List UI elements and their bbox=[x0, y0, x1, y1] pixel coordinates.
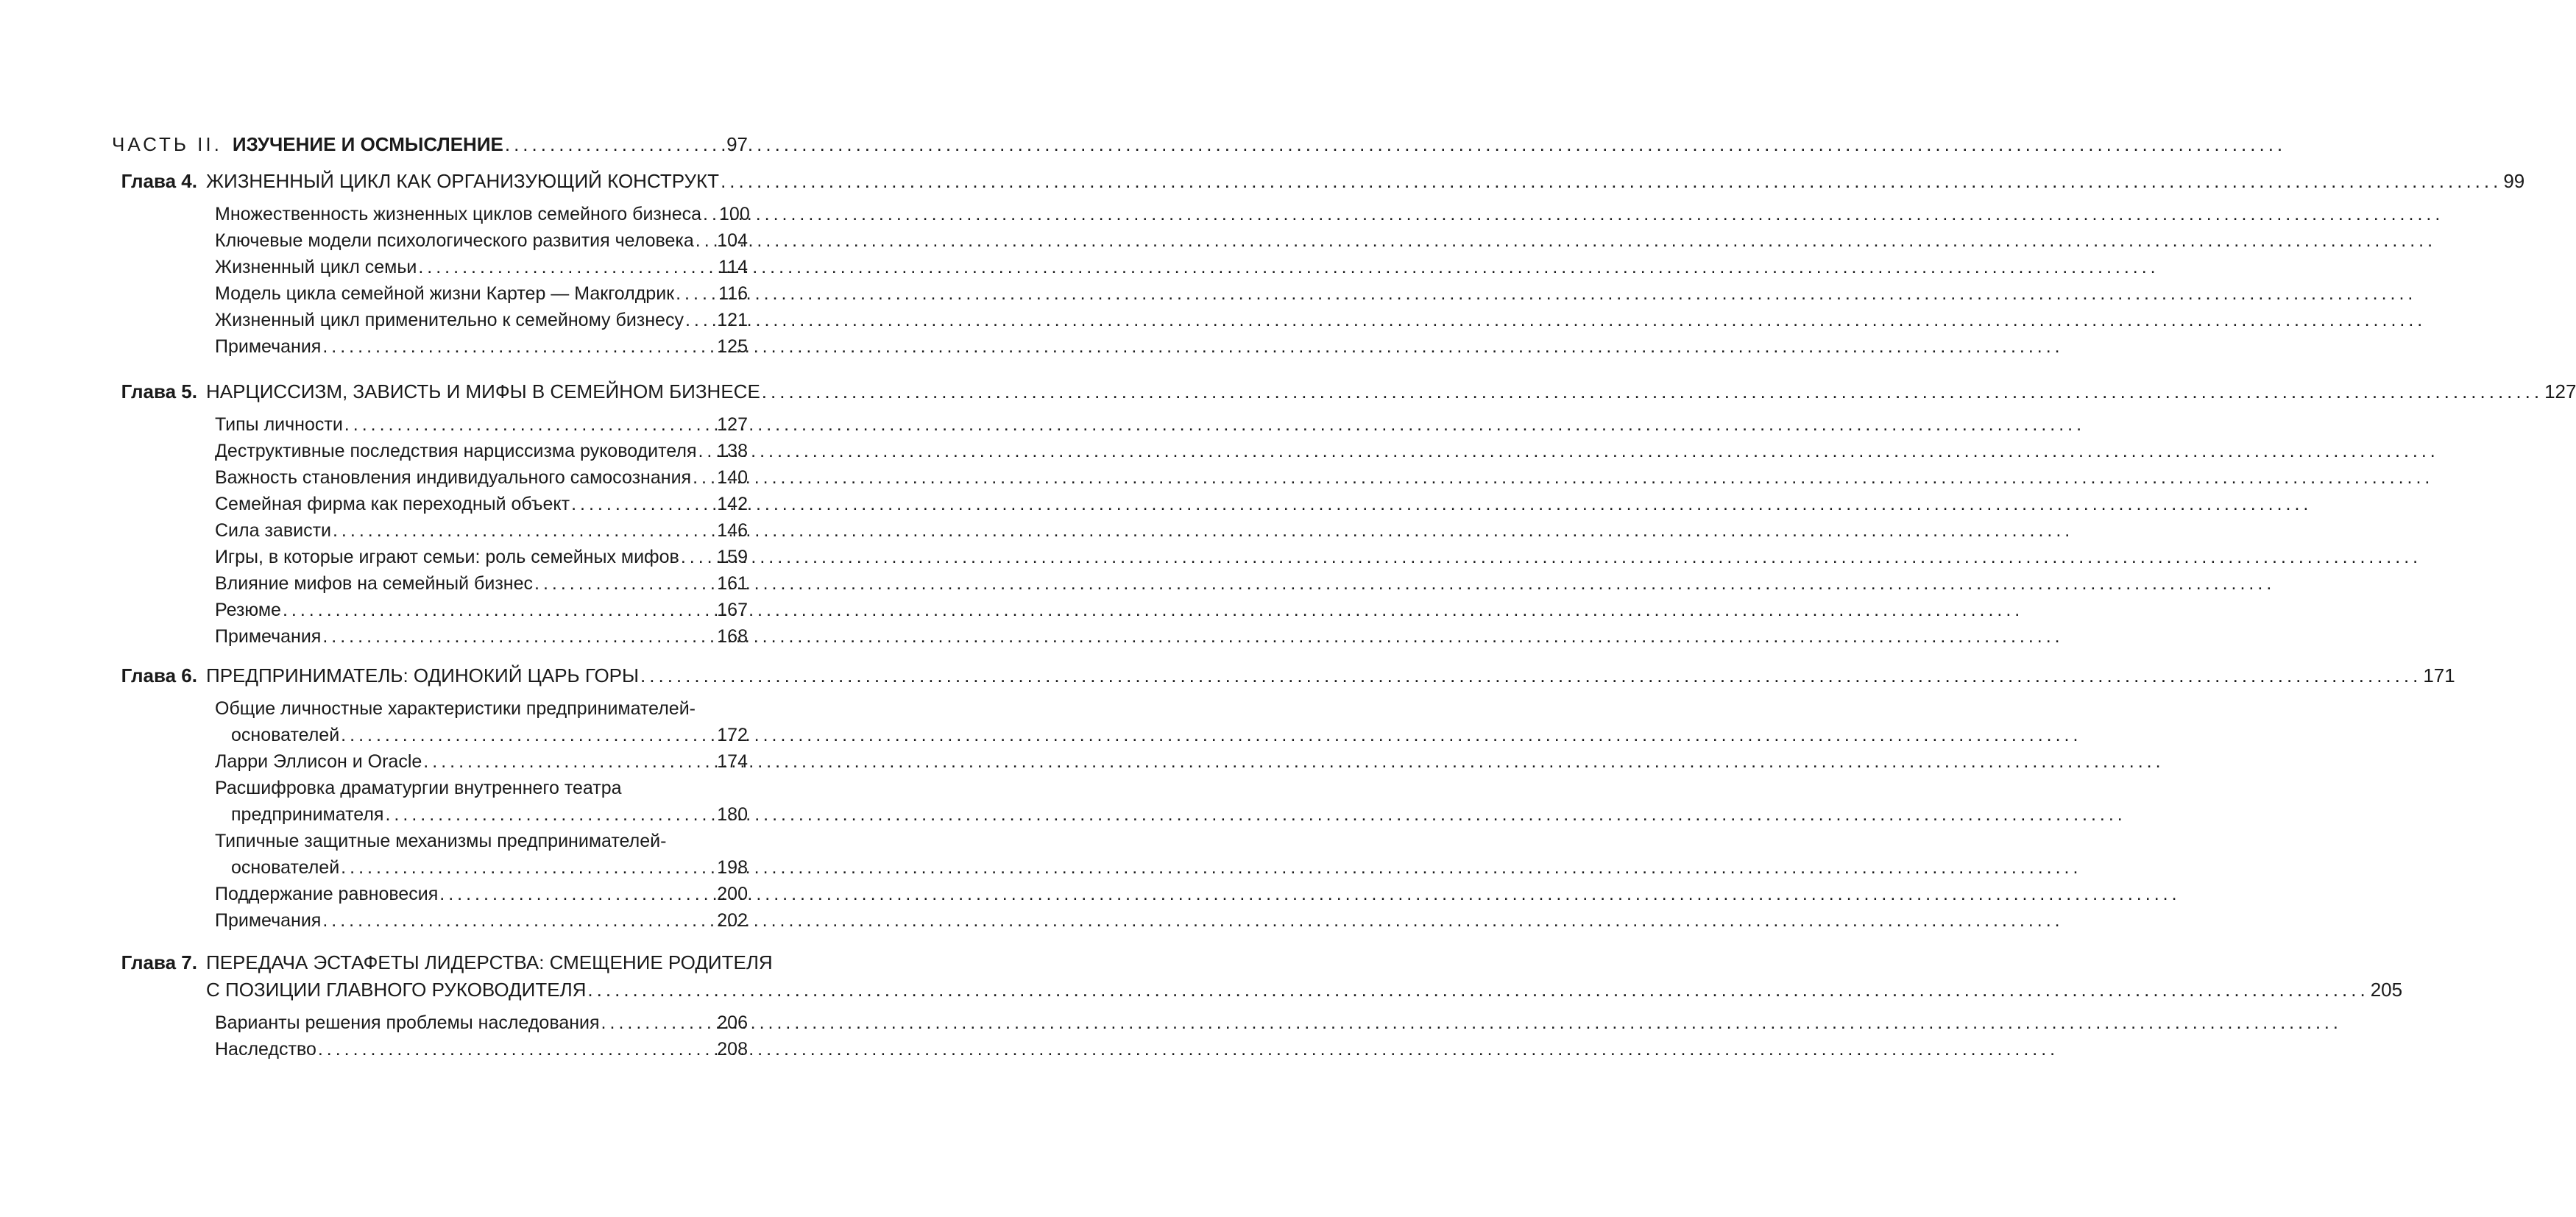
leader-dots bbox=[418, 254, 717, 280]
leader-dots bbox=[696, 227, 716, 254]
leader-dots bbox=[385, 801, 715, 828]
page-number: 142 bbox=[717, 494, 748, 514]
chapter bbox=[112, 662, 2455, 934]
page-number: 161 bbox=[717, 573, 748, 594]
section-list bbox=[215, 695, 748, 934]
leader-dots bbox=[693, 464, 715, 491]
leader-dots bbox=[283, 597, 715, 623]
page-number: 125 bbox=[717, 336, 748, 357]
toc-entry-title: Жизненный цикл семьи bbox=[215, 257, 417, 277]
toc-entry-title: Жизненный цикл применительно к семейному бизнесу bbox=[215, 310, 684, 330]
chapter-title bbox=[206, 949, 2402, 1004]
toc-entry-title: Множественность жизненных циклов семейного бизнеса bbox=[215, 204, 702, 224]
toc-entry bbox=[215, 748, 748, 775]
page-number: 127 bbox=[2544, 380, 2576, 402]
section-list bbox=[215, 1010, 748, 1062]
page-number: 146 bbox=[717, 520, 748, 541]
page-number: 202 bbox=[717, 910, 748, 931]
toc-entry-title: Примечания bbox=[215, 336, 322, 357]
toc-entry-title: Варианты решения проблемы наследования bbox=[215, 1012, 600, 1033]
toc-entry-title: основателей bbox=[231, 725, 340, 745]
toc-entry bbox=[215, 464, 748, 491]
toc-entry-title: основателей bbox=[231, 857, 340, 878]
page-number: 208 bbox=[717, 1039, 748, 1060]
toc-entry bbox=[215, 544, 748, 570]
toc-entry-line bbox=[215, 748, 748, 775]
leader-dots bbox=[721, 168, 2502, 195]
toc-entry-title: Типы личности bbox=[215, 414, 343, 435]
toc-entry-line bbox=[215, 438, 748, 464]
chapter-title bbox=[206, 662, 2455, 689]
toc-entry-line bbox=[215, 854, 748, 881]
toc-entry-line bbox=[215, 570, 748, 597]
chapter-title-line bbox=[206, 378, 2576, 405]
toc-entry bbox=[215, 411, 748, 438]
toc-entry bbox=[215, 623, 748, 650]
leader-dots bbox=[681, 544, 715, 570]
chapter-title-line bbox=[206, 662, 2455, 689]
page-number: 114 bbox=[718, 257, 748, 277]
page-number: 104 bbox=[717, 230, 748, 251]
toc-entry bbox=[215, 881, 748, 907]
leader-dots bbox=[322, 623, 715, 650]
toc-entry-line bbox=[215, 464, 748, 491]
chapter-title-line bbox=[206, 168, 2524, 195]
toc-entry-title: Примечания bbox=[215, 626, 322, 647]
part-label: ЧАСТЬ II. bbox=[112, 133, 222, 155]
leader-dots bbox=[439, 881, 715, 907]
leader-dots bbox=[341, 722, 715, 748]
leader-dots bbox=[322, 907, 715, 934]
toc-entry-title: Семейная фирма как переходный объект bbox=[215, 494, 570, 514]
page-number: 168 bbox=[717, 626, 748, 647]
chapter-title bbox=[206, 168, 2524, 195]
leader-dots bbox=[601, 1010, 716, 1036]
leader-dots bbox=[318, 1036, 715, 1062]
chapter-heading bbox=[112, 378, 2576, 405]
page-number: 180 bbox=[717, 804, 748, 825]
toc-entry-title: Важность становления индивидуального самосознания bbox=[215, 467, 692, 488]
leader-dots bbox=[341, 854, 715, 881]
chapter-title-text: С ПОЗИЦИИ ГЛАВНОГО РУКОВОДИТЕЛЯ bbox=[206, 979, 587, 1001]
toc-entry-line bbox=[215, 544, 748, 570]
toc-entry-line bbox=[215, 411, 748, 438]
toc-entry bbox=[215, 828, 748, 881]
toc-entry-line bbox=[215, 201, 748, 227]
toc-entry-title: Общие личностные характеристики предпринимателей- bbox=[215, 698, 696, 719]
toc-entry-line bbox=[215, 828, 748, 854]
toc-entry bbox=[215, 491, 748, 517]
toc-entry-line bbox=[215, 1036, 748, 1062]
chapter-title-line bbox=[206, 976, 2402, 1004]
chapter-label: Глава 7. bbox=[121, 951, 197, 973]
toc-entry bbox=[215, 517, 748, 544]
toc-entry-line bbox=[215, 881, 748, 907]
toc-entry-line bbox=[215, 307, 748, 333]
leader-dots bbox=[587, 976, 2368, 1004]
leader-dots bbox=[423, 748, 715, 775]
chapter-label: Глава 6. bbox=[121, 664, 197, 686]
leader-dots bbox=[344, 411, 715, 438]
page-number: 121 bbox=[717, 310, 748, 330]
toc-entry bbox=[215, 775, 748, 828]
leader-dots bbox=[685, 307, 715, 333]
toc-entry-title: предпринимателя bbox=[231, 804, 384, 825]
chapter-heading bbox=[112, 168, 2525, 195]
toc-entry bbox=[215, 254, 748, 280]
toc-entry-title: Резюме bbox=[215, 600, 281, 620]
toc-entry-line bbox=[215, 1010, 748, 1036]
leader-dots bbox=[676, 280, 717, 307]
toc-entry-title: Наследство bbox=[215, 1039, 316, 1060]
page-number: 116 bbox=[718, 283, 748, 304]
chapter-label: Глава 5. bbox=[121, 380, 197, 402]
page-number: 167 bbox=[717, 600, 748, 620]
page-number: 127 bbox=[717, 414, 748, 435]
page-number: 138 bbox=[717, 441, 748, 461]
toc-entry bbox=[215, 1036, 748, 1062]
chapter bbox=[112, 168, 2525, 360]
toc-entry-title: Поддержание равновесия bbox=[215, 884, 439, 904]
chapter-heading bbox=[112, 949, 2403, 1004]
page-number: 200 bbox=[717, 884, 748, 904]
toc-entry-title: Ларри Эллисон и Oracle bbox=[215, 751, 422, 772]
toc-entry-line bbox=[215, 517, 748, 544]
toc-entry bbox=[215, 280, 748, 307]
toc-entry-title: Примечания bbox=[215, 910, 322, 931]
page-number: 174 bbox=[717, 751, 748, 772]
toc-entry-title: Игры, в которые играют семьи: роль семейных мифов bbox=[215, 547, 679, 567]
toc-entry-line bbox=[215, 801, 748, 828]
toc-entry-title: Модель цикла семейной жизни Картер — Макголдрик bbox=[215, 283, 675, 304]
toc-entry bbox=[215, 570, 748, 597]
toc-entry-line bbox=[215, 491, 748, 517]
leader-dots bbox=[571, 491, 715, 517]
chapter bbox=[112, 378, 2576, 650]
toc-entry-title: Ключевые модели психологического развития человека bbox=[215, 230, 694, 251]
leader-dots bbox=[762, 378, 2543, 405]
toc-entry-line bbox=[215, 280, 748, 307]
page-number: 97 bbox=[726, 133, 748, 155]
toc-entry bbox=[215, 333, 748, 360]
toc-entry bbox=[215, 201, 748, 227]
part-heading bbox=[112, 129, 748, 159]
toc-entry-title: Сила зависти bbox=[215, 520, 331, 541]
toc-entry bbox=[215, 597, 748, 623]
toc-entry-line bbox=[215, 597, 748, 623]
leader-dots bbox=[505, 129, 725, 159]
toc-entry-line bbox=[215, 722, 748, 748]
chapter-title-text: ПРЕДПРИНИМАТЕЛЬ: ОДИНОКИЙ ЦАРЬ ГОРЫ bbox=[206, 664, 640, 686]
toc-entry-line bbox=[215, 695, 748, 722]
toc-entry bbox=[215, 438, 748, 464]
page-number: 140 bbox=[717, 467, 748, 488]
chapter-heading bbox=[112, 662, 2455, 689]
toc-entry-line bbox=[215, 775, 748, 801]
toc-entry bbox=[215, 695, 748, 748]
part-title: ИЗУЧЕНИЕ И ОСМЫСЛЕНИЕ bbox=[232, 133, 503, 155]
chapter-title-text: ПЕРЕДАЧА ЭСТАФЕТЫ ЛИДЕРСТВА: СМЕЩЕНИЕ РОДИТЕЛЯ bbox=[206, 951, 773, 973]
leader-dots bbox=[698, 438, 715, 464]
leader-dots bbox=[534, 570, 715, 597]
toc-entry-line bbox=[215, 907, 748, 934]
toc-entry-title: Типичные защитные механизмы предпринимателей- bbox=[215, 831, 667, 851]
leader-dots bbox=[640, 662, 2421, 689]
chapter bbox=[112, 949, 2403, 1062]
toc-entry-title: Расшифровка драматургии внутреннего театра bbox=[215, 778, 622, 798]
toc-entry-line bbox=[215, 227, 748, 254]
toc-entry bbox=[215, 307, 748, 333]
page-number: 172 bbox=[717, 725, 748, 745]
leader-dots bbox=[703, 201, 718, 227]
toc-entry-line bbox=[215, 254, 748, 280]
section-list bbox=[215, 411, 748, 650]
chapter-title-text: НАРЦИССИЗМ, ЗАВИСТЬ И МИФЫ В СЕМЕЙНОМ БИЗНЕСЕ bbox=[206, 380, 760, 402]
page-number: 198 bbox=[717, 857, 748, 878]
chapter-title-line bbox=[206, 949, 2402, 976]
page-number: 206 bbox=[717, 1012, 748, 1033]
chapter-title bbox=[206, 378, 2576, 405]
toc-entry bbox=[215, 227, 748, 254]
page-number: 205 bbox=[2370, 979, 2403, 1001]
leader-dots bbox=[322, 333, 715, 360]
page-number: 100 bbox=[719, 204, 750, 224]
toc-entry-line bbox=[215, 333, 748, 360]
chapter-label: Глава 4. bbox=[121, 170, 197, 192]
page-number: 99 bbox=[2503, 170, 2525, 192]
page-number: 171 bbox=[2423, 664, 2455, 686]
section-list bbox=[215, 201, 748, 360]
toc-entry-title: Влияние мифов на семейный бизнес bbox=[215, 573, 533, 594]
leader-dots bbox=[333, 517, 715, 544]
page-number: 159 bbox=[717, 547, 748, 567]
toc-entry bbox=[215, 1010, 748, 1036]
toc-entry-title: Деструктивные последствия нарциссизма руководителя bbox=[215, 441, 697, 461]
chapter-title-text: ЖИЗНЕННЫЙ ЦИКЛ КАК ОРГАНИЗУЮЩИЙ КОНСТРУКТ bbox=[206, 170, 720, 192]
toc-entry bbox=[215, 907, 748, 934]
toc-entry-line bbox=[215, 623, 748, 650]
